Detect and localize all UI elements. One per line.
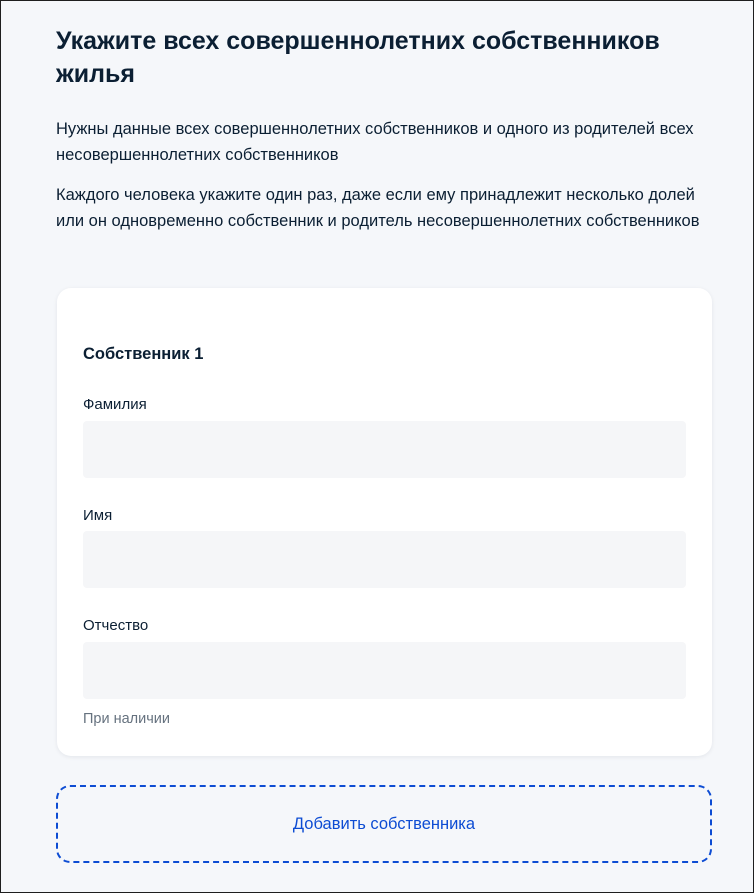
owner-card-title: Собственник 1 (83, 345, 204, 363)
name-input[interactable] (83, 531, 686, 588)
page-title: Укажите всех совершеннолетних собственников жилья (56, 27, 660, 88)
page-description-owners: Нужны данные всех совершеннолетних собственников и одного из родителей всех несовершеннолетних собственников (56, 120, 694, 164)
name-label: Имя (83, 507, 113, 524)
owner-card (57, 288, 712, 756)
patronymic-hint: При наличии (83, 711, 170, 727)
patronymic-label: Отчество (83, 617, 149, 634)
surname-input[interactable] (83, 421, 686, 478)
page-description-once: Каждого человека укажите один раз, даже если ему принадлежит несколько долей или он одновременно собственник и родитель несовершеннолетних собственников (56, 186, 700, 230)
add-owner-button[interactable] (56, 785, 712, 863)
surname-label: Фамилия (83, 396, 147, 413)
patronymic-input[interactable] (83, 642, 686, 699)
add-owner-button-label: Добавить собственника (292, 814, 476, 833)
